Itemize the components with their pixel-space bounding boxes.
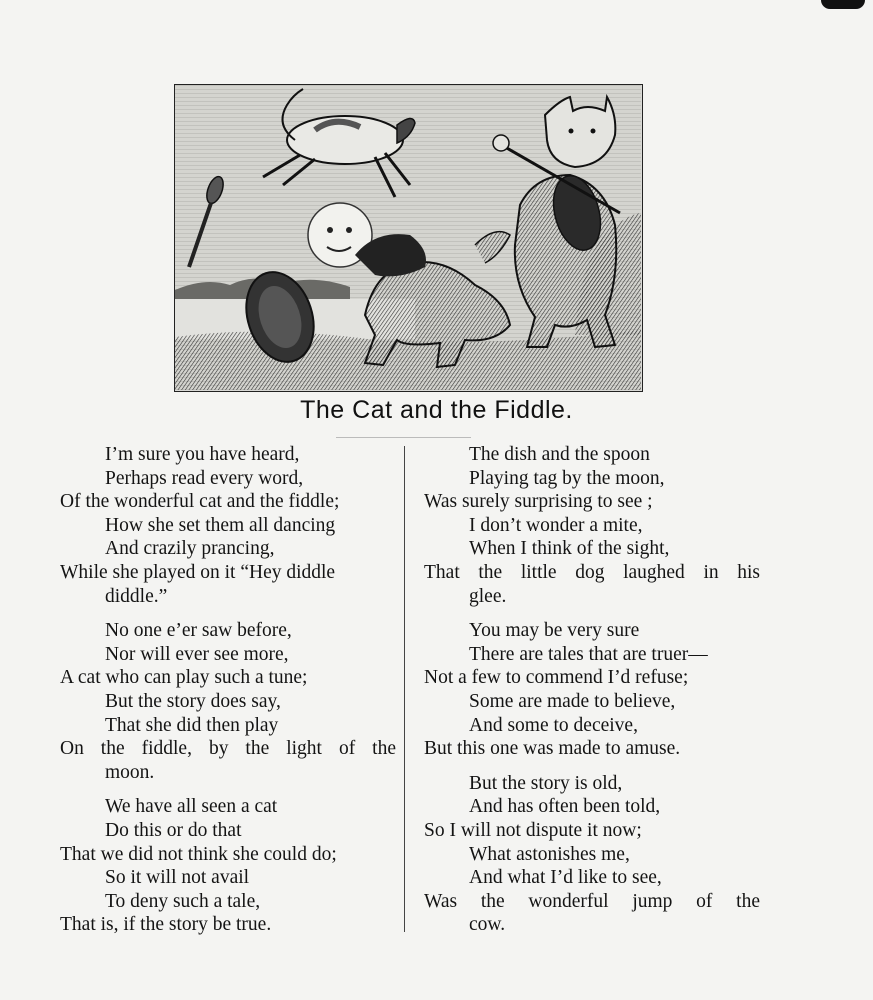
stanza (60, 443, 396, 608)
poem-line: What astonishes me, (469, 843, 630, 865)
page-title: The Cat and the Fiddle. (300, 396, 573, 424)
poem-line: diddle.” (105, 585, 168, 607)
stanza (424, 772, 760, 937)
poem-line: While she played on it “Hey diddle (60, 561, 336, 583)
poem-line: So it will not avail (105, 867, 250, 889)
poem-line: cow. (469, 914, 506, 936)
poem-line: That is, if the story be true. (60, 914, 272, 936)
column-divider (404, 446, 405, 932)
stanza (60, 795, 396, 937)
poem-line: Some are made to believe, (469, 690, 676, 712)
poem-line: Perhaps read every word, (105, 467, 304, 489)
stanza (60, 619, 396, 784)
poem-line: There are tales that are truer— (469, 643, 708, 665)
poem-line: But the story does say, (105, 690, 281, 712)
poem-line: Was surely surprising to see ; (424, 491, 653, 513)
poem-line: We have all seen a cat (105, 796, 278, 818)
poem-line: I’m sure you have heard, (105, 444, 300, 465)
poem-line: To deny such a tale, (105, 890, 261, 912)
title-underline-rule (336, 437, 471, 438)
poem-line: That the little dog laughed in his (424, 561, 760, 583)
poem-line: That she did then play (105, 714, 279, 736)
poem-line: You may be very sure (469, 620, 640, 642)
poem-line: But the story is old, (469, 772, 623, 794)
poem-line: A cat who can play such a tune; (60, 667, 308, 689)
poem-line: And has often been told, (469, 796, 661, 818)
poem-line: I don’t wonder a mite, (469, 514, 643, 536)
poem-column-right (424, 443, 760, 948)
poem-line: Playing tag by the moon, (469, 467, 665, 489)
poem-line: Not a few to commend I’d refuse; (424, 667, 689, 689)
poem-line: moon. (105, 761, 155, 783)
poem-line: And some to deceive, (469, 714, 638, 736)
poem-line: glee. (469, 585, 507, 607)
poem-line: When I think of the sight, (469, 538, 670, 560)
poem-line: On the fiddle, by the light of the (60, 738, 396, 760)
poem-column-left (60, 443, 396, 948)
poem-line: And what I’d like to see, (469, 867, 662, 889)
poem-line: That we did not think she could do; (60, 843, 337, 865)
stanza (424, 619, 760, 761)
cat-fiddle-engraving-illustration (174, 84, 643, 392)
poem-line: Of the wonderful cat and the fiddle; (60, 491, 340, 513)
poem-line: So I will not dispute it now; (424, 819, 642, 841)
stanza (424, 443, 760, 608)
corner-ink-mark (821, 0, 865, 9)
poem-line: Was the wonderful jump of the (424, 890, 760, 912)
poem-line: And crazily prancing, (105, 538, 275, 560)
poem-line: The dish and the spoon (469, 444, 650, 465)
poem-line: No one e’er saw before, (105, 620, 292, 642)
poem-line: But this one was made to amuse. (424, 738, 681, 760)
poem-line: Nor will ever see more, (105, 643, 289, 665)
poem-line: Do this or do that (105, 819, 242, 841)
poem-line: How she set them all dancing (105, 514, 336, 536)
